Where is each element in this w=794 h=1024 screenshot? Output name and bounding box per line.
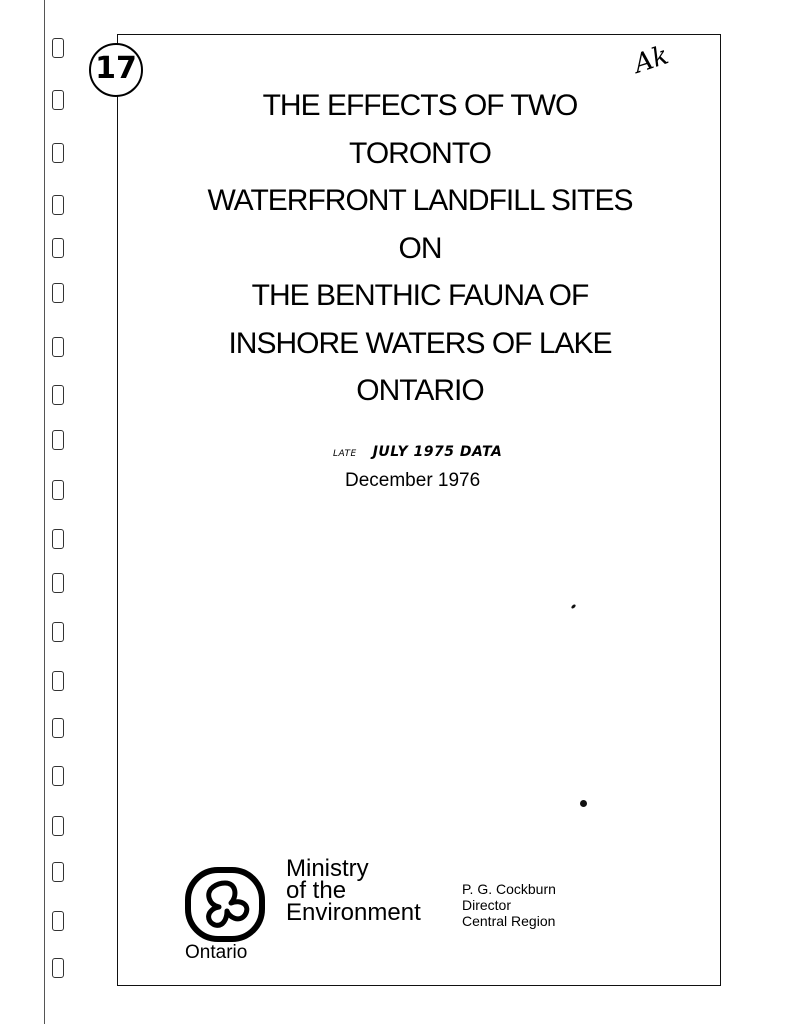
binding-hole [52,862,64,882]
signatory-name: P. G. Cockburn [462,881,556,897]
publication-date: December 1976 [345,470,481,491]
title-line: ON [398,231,442,265]
binding-hole [52,622,64,642]
binding-hole [52,143,64,163]
binding-hole [52,573,64,593]
page-number-circle: 17 [89,43,143,97]
signatory-block [462,881,556,929]
signatory-region: Central Region [462,913,556,929]
ministry-line: Environment [286,899,421,926]
handwritten-initials: Ak [630,40,673,80]
binding-hole [52,718,64,738]
document-title [120,82,720,415]
binding-hole [52,195,64,215]
signatory-title: Director [462,897,512,913]
binding-hole [52,90,64,110]
ontario-trillium-icon [185,867,265,942]
binding-hole [52,480,64,500]
title-line: THE BENTHIC FAUNA OF [251,279,589,312]
title-line: THE EFFECTS OF TWO [262,89,578,122]
binding-hole [52,283,64,303]
binding-edge [44,0,45,1024]
ministry-line: Ministry [286,855,369,882]
binding-hole [52,766,64,786]
binding-hole [52,38,64,58]
binding-hole [52,816,64,836]
title-line: WATERFRONT LANDFILL SITES [207,184,633,217]
binding-hole [52,385,64,405]
handwritten-note-text: JULY 1975 DATA [372,444,503,460]
title-line: ONTARIO [356,374,484,407]
binding-hole [52,337,64,357]
binding-hole [52,911,64,931]
title-line: INSHORE WATERS OF LAKE [228,326,612,360]
title-line: TORONTO [349,136,491,170]
binding-hole [52,671,64,691]
handwritten-note-prefix: LATE [333,449,357,459]
handwritten-note [333,444,593,460]
binding-hole [52,430,64,450]
scan-speck [580,800,587,807]
ministry-name [286,855,421,926]
binding-hole [52,238,64,258]
binding-hole [52,958,64,978]
ontario-wordmark: Ontario [185,942,248,963]
binding-hole [52,529,64,549]
ministry-line: of the [286,877,347,904]
